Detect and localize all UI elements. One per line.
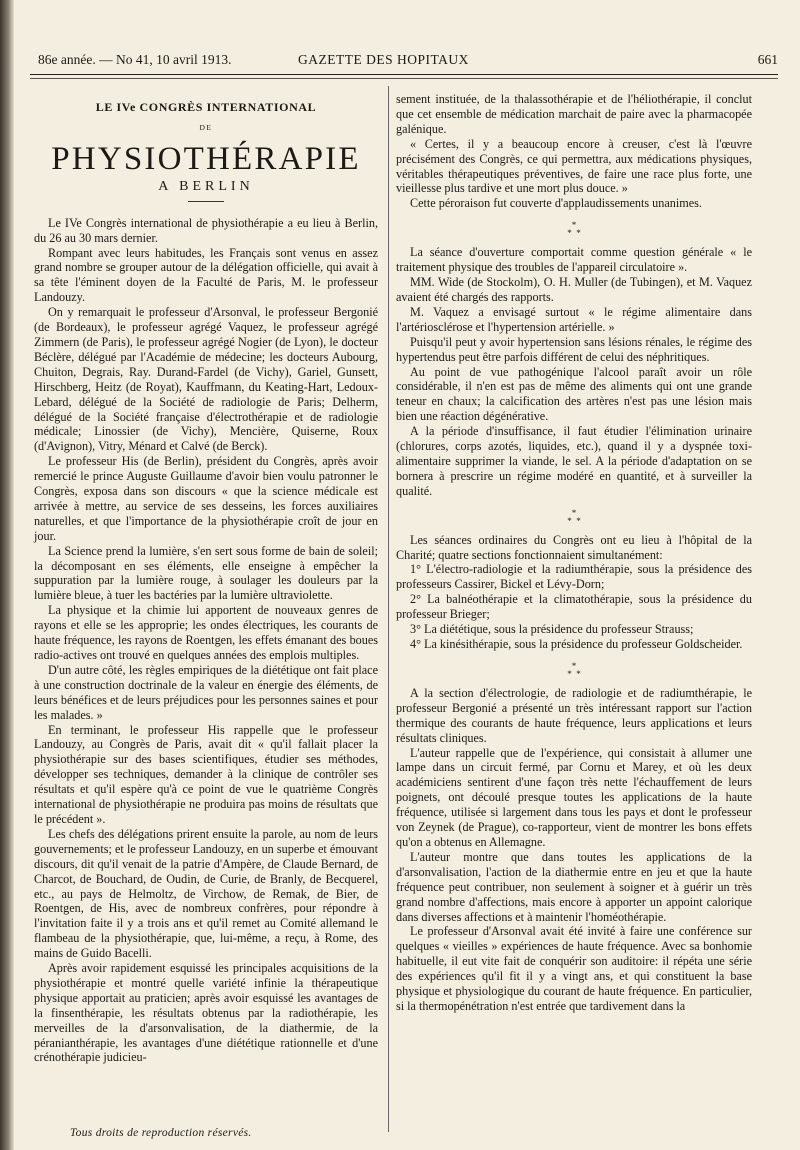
paragraph: Puisqu'il peut y avoir hypertension sans lésions rénales, le régime des hypertendus peut être parfois différent de celui des néphritiques. (396, 334, 752, 364)
list-item: 4° La kinésithérapie, sous la présidence du professeur Goldscheider. (410, 637, 743, 651)
paragraph: La physique et la chimie lui apportent de nouveaux genres de rayons et elle se les approprie; les ondes électriques, les courants de haute fréquence, les rayons de Roentgen, les effets émanant des boues radio-actives ont trouvé en quelques années des emplois multiples. (34, 603, 378, 662)
copyright-footer: Tous droits de reproduction réservés. (70, 1127, 252, 1139)
separator-star: * (571, 660, 577, 671)
list-item: 3° La diététique, sous la présidence du professeur Strauss; (410, 622, 694, 637)
article-title-place: A BERLIN (158, 178, 254, 194)
paragraph: A la période d'insuffisance, il faut étudier l'élimination urinaire (chlorures, corps azotés, liquides, etc.), quand il y a dyspnée toxi-alimentaire supprimer la viande, le sel. A la période d'adaptation on se bornera à prescrire un régime modéré en quantité, et à surveiller la qualité. (396, 424, 752, 498)
paragraph: sement instituée, de la thalassothérapie et de l'héliothérapie, il conclut que cet ensemble de médication marchait de paire avec la pharmacopée galénique. (396, 92, 752, 136)
paragraph: Au point de vue pathogénique l'alcool paraît avoir un rôle considérable, il n'en est pas de même des aliments qui ont une grande teneur en chaux; la calcification des artères n'est pas une lésion mais bien une réaction dégénérative. (396, 364, 752, 424)
section-separator (396, 221, 752, 237)
paragraph: En terminant, le professeur His rappelle que le professeur Landouzy, au Congrès de Paris, avait dit « qu'il fallait placer la physiothérapie sur des bases scientifiques, étudier ses méthodes, développer ses techniques, demander à la clinique de contrôler ses résultats et qu'il espère qu'à ce point de vue le quatrième Congrès international de physiothérapie ne produira pas moins de résultats que le précédent ». (34, 722, 378, 826)
header-rule-thin (30, 78, 778, 79)
paragraph: M. Vaquez a envisagé surtout « le régime alimentaire dans l'artériosclérose et l'hypertension artérielle. » (396, 304, 752, 334)
column-divider (388, 86, 389, 1132)
paragraph: Les séances ordinaires du Congrès ont eu lieu à l'hôpital de la Charité; quatre sections fonctionnaient simultanément: (396, 532, 752, 562)
page-binding-edge (0, 0, 14, 1150)
paragraph: « Certes, il y a beaucoup encore à creuser, c'est là l'œuvre précisément des Congrès, ce qui permettra, aux médications physiques, véritables thérapeutiques préventives, de faire une race plus forte, une vieillesse plus tardive et une mort plus douce. » (396, 136, 752, 196)
paragraph: On y remarquait le professeur d'Arsonval, le professeur Bergonié (de Bordeaux), le professeur agrégé Vaquez, le professeur agrégé Zimmern (de Paris), le professeur agrégé Nogier (de Lyon), le docteur Béclère, délégué par l'Académie de médecine; les docteurs Aubourg, Chuiton, Degrais, Ray. Durand-Fardel (de Vichy), Gariel, Gunsett, Hirschberg, Heitz (de Royat), Kauffmann, du Keating-Hart, Ledoux-Lebard, délégué de la Société de radiologie de Paris; Delherm, délégué de la Société française d'électrothérapie et de radiologie médicale; Linossier (de Vichy), Mencière, Quiserne, Roux (d'Avignon), Vitry, Ménard et Calvé (de Berck). (34, 305, 378, 454)
article-title-main: PHYSIOTHÉRAPIE (51, 140, 361, 177)
article-title-line2: DE (199, 122, 213, 132)
right-column (396, 92, 752, 1014)
paragraph: L'auteur montre que dans toutes les applications de la d'arsonvalisation, l'action de la diathermie entre en jeu et que la haute fréquence peut contribuer, non seulement à soigner et à guérir un très grand nombre d'affections, mais encore à apporter un appoint calorique dans diverses affections et à maintenir l'homéothérapie. (396, 849, 752, 924)
section-separator (396, 662, 752, 678)
paragraph: Le professeur d'Arsonval avait été invité à faire une conférence sur quelques « vieilles » expériences de haute fréquence. Avec sa bonhomie habituelle, il eut vite fait de conquérir son auditoire: il répéta une série des expériences qu'il fit il y a vingt ans, et qui constituent la base physique et physiologique du courant de haute fréquence. En particulier, si la thermopénétration n'est entrée que tardivement dans la (396, 924, 752, 1013)
header-rule (30, 74, 778, 75)
paragraph: A la section d'électrologie, de radiologie et de radiumthérapie, le professeur Bergonié a présenté un très intéressant rapport sur l'action thermique des courants de haute fréquence, leurs applications et leurs résultats cliniques. (396, 685, 752, 745)
separator-star-pair: * * (567, 228, 581, 239)
list-item: 2° La balnéothérapie et la climatothérapie, sous la présidence du professeur Brieger; (396, 592, 752, 622)
paragraph: Rompant avec leurs habitudes, les Français sont venus en assez grand nombre se grouper autour de la délégation officielle, qui avait à sa tête l'éminent doyen de la Faculté de Paris, M. le professeur Landouzy. (34, 245, 378, 305)
article-title-line1: LE IVe CONGRÈS INTERNATIONAL (95, 100, 317, 114)
separator-star-pair: * * (567, 668, 581, 679)
page-number: 661 (757, 52, 778, 67)
title-rule (188, 201, 224, 202)
paragraph: Le IVe Congrès international de physiothérapie a eu lieu à Berlin, du 26 au 30 mars dernier. (34, 215, 378, 245)
paragraph: MM. Wide (de Stockolm), O. H. Muller (de Tubingen), et M. Vaquez avaient été chargés des rapports. (396, 275, 752, 304)
separator-star: * (571, 507, 577, 518)
section-separator (396, 509, 752, 525)
paragraph: Les chefs des délégations prirent ensuite la parole, au nom de leurs gouvernements; et le professeur Landouzy, en un superbe et émouvant discours, dit qu'il venait de la patrie d'Ampère, de Claude Bernard, de Charcot, de Bouchard, de Oudin, de Curie, de Branly, de Becquerel, etc., au pays de Helmoltz, de Virchow, de Remak, de Bier, de Roentgen, de His, avec de nombreux confrères, pour répondre à l'invitation faite il y a trois ans et qu'il remet au Comité allemand le flambeau de la physiothérapie, que, lui-même, a reçu, à Rome, des mains de Guido Bacelli. (34, 826, 378, 961)
paragraph: L'auteur rappelle que de l'expérience, qui consistait à allumer une lampe dans un circuit fermé, par Cornu et Marey, et où les deux académiciens sentirent d'une façon très nette l'échauffement de leurs poignets, ont découlé presque toutes les applications de la haute fréquence, utilisée si largement dans tous les pays et dont le professeur von Zeynek (de Prague), co-rapporteur, vient de montrer les bons effets qu'on a obtenus en Allemagne. (396, 745, 752, 849)
running-header (30, 52, 778, 72)
paragraph: La séance d'ouverture comportait comme question générale « le traitement physique des troubles de l'appareil circulatoire ». (396, 245, 752, 275)
left-column (34, 96, 378, 1065)
paragraph: La Science prend la lumière, s'en sert sous forme de bain de soleil; la décomposant en ses éléments, elle enseigne à empêcher la suppuration par la lumière rouge, à soulager les douleurs par la lumière bleue, à tuer les bactéries par la lumière ultraviolette. (34, 543, 378, 603)
journal-title: GAZETTE DES HOPITAUX (298, 52, 469, 67)
separator-star-pair: * * (567, 515, 581, 526)
separator-star: * (571, 220, 577, 231)
paragraph: Le professeur His (de Berlin), président du Congrès, après avoir remercié le prince Auguste Guillaume d'avoir bien voulu patronner le Congrès, exposa dans son discours « que la science médicale est arrivée à mettre, au service de ses desseins, les forces auxiliaires naturelles, et que l'importance de la physiothérapie croît de jour en jour. (34, 454, 378, 543)
issue-info: 86e année. — No 41, 10 avril 1913. (38, 52, 232, 67)
paragraph: Cette péroraison fut couverte d'applaudissements unanimes. (410, 196, 702, 211)
list-item: 1° L'électro-radiologie et la radiumthérapie, sous la présidence des professeurs Cassirer, Bickel et Lévy-Dorn; (396, 562, 752, 592)
paragraph: Après avoir rapidement esquissé les principales acquisitions de la physiothérapie et montré quelle variété infinie la thérapeutique physique apportait au praticien; après avoir esquissé les avantages de la finsenthérapie, les résultats obtenus par la radiothérapie, les merveilles de la d'arsonvalisation, de la diathermie, de la péranianthérapie, les avantages d'une diététique rationnelle et d'une crénothérapie judicieu- (34, 961, 378, 1065)
paragraph: D'un autre côté, les règles empiriques de la diététique ont fait place à une construction doctrinale de la valeur en énergie des éléments, de leurs bénéfices et de leurs préjudices pour les personnes saines et pour les malades. » (34, 662, 378, 722)
